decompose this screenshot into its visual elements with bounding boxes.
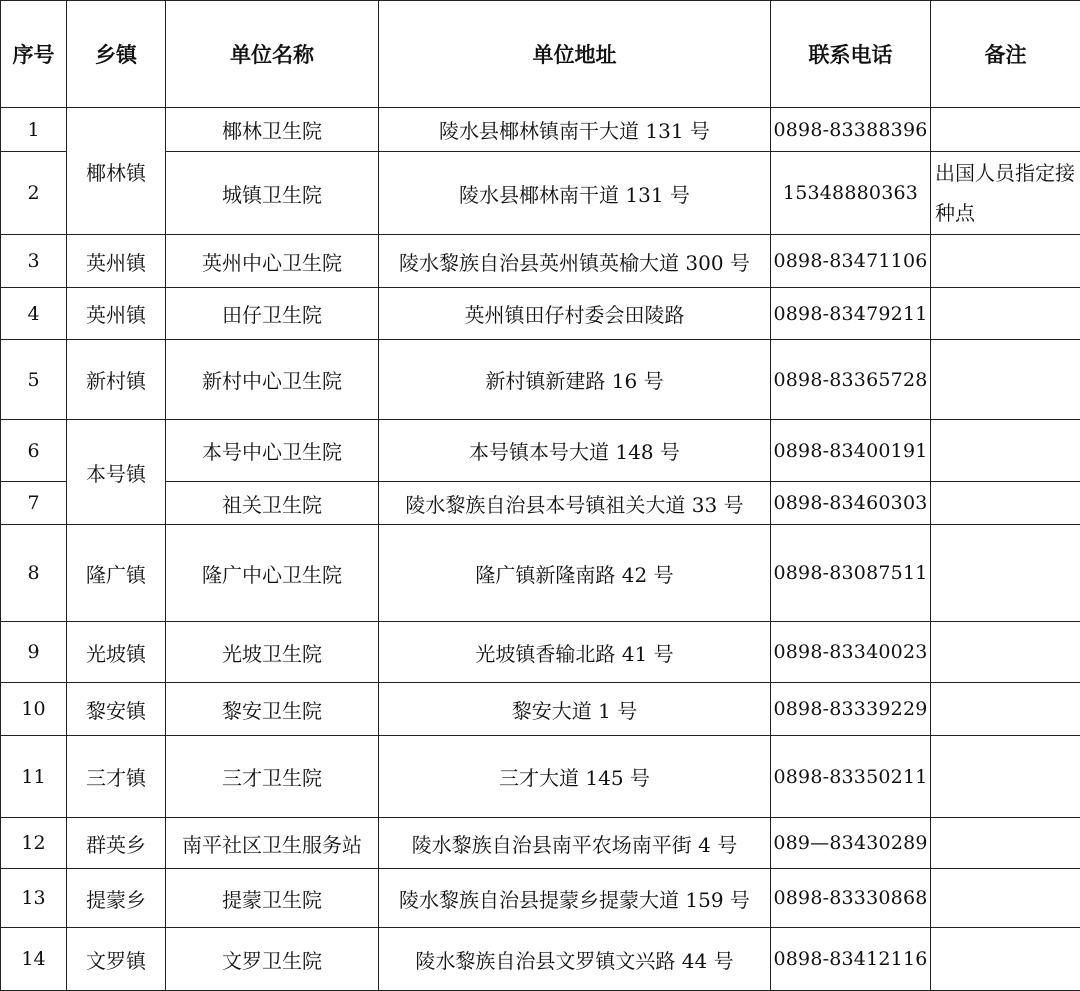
header-remark: 备注 [931,1,1080,108]
row-remark [931,818,1080,869]
row-phone: 0898-83330868 [771,869,931,928]
row-number: 1 [1,108,67,152]
table-row [1,928,1080,991]
row-phone: 0898-83400191 [771,420,931,482]
table-row [1,683,1080,736]
row-phone: 0898-83340023 [771,622,931,683]
row-phone: 0898-83471106 [771,235,931,288]
row-phone: 15348880363 [771,152,931,235]
row-number: 8 [1,525,67,622]
row-unit-name: 本号中心卫生院 [166,420,379,482]
row-number: 7 [1,482,67,525]
row-phone: 0898-83460303 [771,482,931,525]
row-town: 黎安镇 [67,683,166,736]
table-row [1,818,1080,869]
row-number: 3 [1,235,67,288]
row-unit-name: 提蒙卫生院 [166,869,379,928]
row-remark [931,525,1080,622]
row-remark [931,340,1080,420]
row-phone: 0898-83388396 [771,108,931,152]
row-address: 本号镇本号大道 148 号 [379,420,771,482]
row-remark [931,736,1080,818]
row-number: 6 [1,420,67,482]
row-phone: 0898-83339229 [771,683,931,736]
row-number: 4 [1,288,67,340]
row-unit-name: 南平社区卫生服务站 [166,818,379,869]
row-number: 5 [1,340,67,420]
row-unit-name: 黎安卫生院 [166,683,379,736]
header-unit-address: 单位地址 [379,1,771,108]
row-town: 椰林镇 [67,108,166,235]
row-remark [931,928,1080,991]
row-number: 12 [1,818,67,869]
table-row [1,108,1080,152]
header-town: 乡镇 [67,1,166,108]
table-row [1,420,1080,482]
row-address: 陵水县椰林南干道 131 号 [379,152,771,235]
table-row [1,622,1080,683]
table-row [1,288,1080,340]
row-address: 三才大道 145 号 [379,736,771,818]
row-unit-name: 英州中心卫生院 [166,235,379,288]
row-unit-name: 光坡卫生院 [166,622,379,683]
table-row [1,736,1080,818]
row-remark [931,622,1080,683]
row-address: 光坡镇香输北路 41 号 [379,622,771,683]
row-number: 14 [1,928,67,991]
row-town: 英州镇 [67,288,166,340]
row-unit-name: 隆广中心卫生院 [166,525,379,622]
row-address: 陵水黎族自治县英州镇英榆大道 300 号 [379,235,771,288]
row-phone: 0898-83350211 [771,736,931,818]
row-unit-name: 文罗卫生院 [166,928,379,991]
table-row [1,235,1080,288]
table-row [1,869,1080,928]
row-remark [931,288,1080,340]
row-town: 英州镇 [67,235,166,288]
header-unit-name: 单位名称 [166,1,379,108]
row-address: 英州镇田仔村委会田陵路 [379,288,771,340]
row-phone: 0898-83087511 [771,525,931,622]
row-number: 9 [1,622,67,683]
row-remark [931,869,1080,928]
row-number: 2 [1,152,67,235]
row-remark: 出国人员指定接种点 [931,152,1080,235]
header-row [1,1,1080,108]
row-remark [931,683,1080,736]
row-phone: 0898-83479211 [771,288,931,340]
row-address: 陵水黎族自治县南平农场南平街 4 号 [379,818,771,869]
table-row [1,340,1080,420]
row-unit-name: 田仔卫生院 [166,288,379,340]
table-row [1,525,1080,622]
row-remark [931,482,1080,525]
row-number: 10 [1,683,67,736]
row-unit-name: 祖关卫生院 [166,482,379,525]
row-remark [931,420,1080,482]
row-address: 陵水黎族自治县文罗镇文兴路 44 号 [379,928,771,991]
row-address: 陵水县椰林镇南干大道 131 号 [379,108,771,152]
row-remark [931,108,1080,152]
row-address: 黎安大道 1 号 [379,683,771,736]
row-address: 新村镇新建路 16 号 [379,340,771,420]
row-address: 陵水黎族自治县提蒙乡提蒙大道 159 号 [379,869,771,928]
row-number: 11 [1,736,67,818]
row-phone: 0898-83412116 [771,928,931,991]
row-phone: 0898-83365728 [771,340,931,420]
row-address: 陵水黎族自治县本号镇祖关大道 33 号 [379,482,771,525]
row-number: 13 [1,869,67,928]
row-unit-name: 三才卫生院 [166,736,379,818]
row-unit-name: 新村中心卫生院 [166,340,379,420]
row-remark [931,235,1080,288]
row-town: 群英乡 [67,818,166,869]
row-town: 新村镇 [67,340,166,420]
row-town: 光坡镇 [67,622,166,683]
row-town: 本号镇 [67,420,166,525]
row-town: 三才镇 [67,736,166,818]
row-town: 提蒙乡 [67,869,166,928]
row-town: 隆广镇 [67,525,166,622]
row-unit-name: 城镇卫生院 [166,152,379,235]
row-address: 隆广镇新隆南路 42 号 [379,525,771,622]
row-town: 文罗镇 [67,928,166,991]
row-unit-name: 椰林卫生院 [166,108,379,152]
row-phone: 089—83430289 [771,818,931,869]
header-no: 序号 [1,1,67,108]
header-phone: 联系电话 [771,1,931,108]
